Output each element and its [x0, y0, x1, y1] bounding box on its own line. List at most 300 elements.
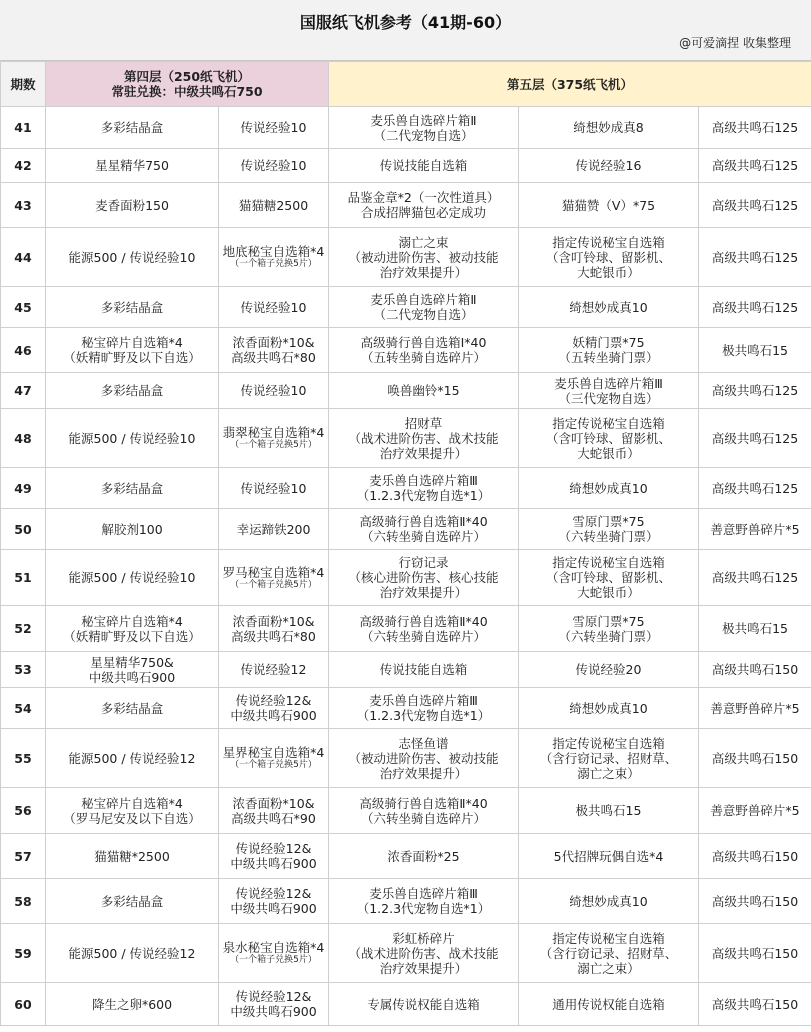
header-layer4 [46, 62, 329, 107]
period-cell: 52 [1, 606, 46, 652]
reward-line: 浓香面粉*10& [232, 795, 315, 811]
reward-line: 中级共鸣石900 [230, 901, 317, 916]
reward-cell [519, 287, 699, 328]
reward-line: 能源500 / 传说经验12 [68, 750, 196, 766]
reward-note: （一个箱子兑换5片） [230, 440, 317, 450]
reward-cell [519, 228, 699, 287]
reward-line: 多彩结晶盒 [100, 480, 164, 496]
reward-line: 猫猫赞（Ⅴ）*75 [561, 197, 656, 213]
reward-line: 溺亡之束） [577, 960, 640, 976]
reward-line: 能源500 / 传说经验10 [68, 430, 196, 446]
reward-cell [519, 550, 699, 606]
reward-line: 绮想妙成真10 [569, 480, 648, 496]
reward-line: （1.2.3代宠物自选*1） [356, 488, 491, 503]
reward-line: 妖精门票*75 [572, 335, 645, 350]
reward-cell [46, 879, 219, 924]
reward-cell [519, 373, 699, 409]
reward-line: 高级共鸣石125 [711, 299, 799, 315]
reward-cell [329, 688, 519, 729]
reward-line: 幸运蹄铁200 [236, 521, 311, 537]
table-row [1, 788, 811, 834]
reward-cell [219, 107, 329, 149]
reward-line: 麦乐兽自选碎片箱Ⅲ [554, 375, 663, 391]
table-row [1, 509, 811, 550]
reward-cell [219, 879, 329, 924]
reward-cell [219, 688, 329, 729]
period-cell: 55 [1, 729, 46, 788]
period-cell: 58 [1, 879, 46, 924]
reward-cell [46, 328, 219, 373]
reward-cell [699, 924, 811, 983]
reward-cell [46, 183, 219, 228]
period-cell: 46 [1, 328, 46, 373]
table-row [1, 228, 811, 287]
reward-line: （被动进阶伤害、被动技能 [348, 750, 499, 766]
reward-cell [329, 373, 519, 409]
reward-line: 高级骑行兽自选箱Ⅱ*40 [359, 795, 488, 811]
reward-line: 高级共鸣石125 [711, 383, 799, 398]
header-layer4-title: 第四层（250纸飞机） [123, 69, 251, 84]
table-row [1, 183, 811, 228]
reward-cell [219, 550, 329, 606]
reward-line: 传说经验10 [240, 120, 307, 135]
reward-line: 罗马秘宝自选箱*4 [222, 564, 325, 580]
reward-line: （六转坐骑自选碎片） [360, 628, 486, 644]
reward-line: （含行窃记录、招财草、 [539, 945, 678, 961]
reward-table [0, 61, 811, 1026]
reward-line: 能源500 / 传说经验10 [68, 249, 196, 265]
reward-line: 雪原门票*75 [572, 514, 645, 529]
reward-line: 招财草 [404, 415, 443, 431]
reward-cell [329, 983, 519, 1026]
header-layer4-exchange: 常驻兑换：中级共鸣石750 [111, 84, 263, 99]
reward-line: 高级共鸣石*80 [231, 628, 316, 644]
reward-cell [699, 509, 811, 550]
reward-line: 专属传说权能自选箱 [367, 996, 480, 1012]
reward-cell [519, 879, 699, 924]
reward-line: 治疗效果提升） [379, 765, 468, 781]
reward-cell [46, 509, 219, 550]
reward-line: 绮想妙成真10 [569, 893, 648, 909]
reward-line: 治疗效果提升） [379, 960, 468, 976]
reward-cell [46, 652, 219, 688]
reward-line: 传说经验10 [240, 383, 307, 398]
reward-cell [329, 149, 519, 183]
period-cell: 44 [1, 228, 46, 287]
reward-line: 麦乐兽自选碎片箱Ⅲ [369, 693, 478, 708]
reward-line: 高级共鸣石125 [711, 480, 799, 496]
reward-cell [219, 924, 329, 983]
reward-line: 传说经验12 [240, 662, 307, 677]
reward-line: 传说经验10 [240, 158, 307, 173]
reward-line: 大蛇银币） [577, 264, 640, 280]
reward-line: （被动进阶伤害、被动技能 [348, 249, 499, 265]
reward-cell [519, 729, 699, 788]
reward-cell [519, 107, 699, 149]
period-cell: 54 [1, 688, 46, 729]
header-row [1, 62, 811, 107]
reward-line: 猫猫糖2500 [238, 197, 309, 213]
reward-line: （含叮铃球、留影机、 [545, 249, 671, 265]
reward-line: （含行窃记录、招财草、 [539, 750, 678, 766]
period-cell: 49 [1, 468, 46, 509]
reward-cell [699, 228, 811, 287]
reward-cell [219, 328, 329, 373]
reward-cell [329, 652, 519, 688]
reward-cell [219, 834, 329, 879]
reward-cell [329, 509, 519, 550]
reward-line: 猫猫糖*2500 [94, 848, 170, 864]
reward-line: 高级共鸣石125 [711, 249, 799, 265]
table-row [1, 107, 811, 149]
reward-cell [219, 729, 329, 788]
reward-line: 高级共鸣石150 [711, 893, 799, 909]
reward-line: 秘宝碎片自选箱*4 [81, 795, 183, 811]
reward-line: 善意野兽碎片*5 [710, 700, 800, 716]
reward-cell [699, 328, 811, 373]
reward-line: 高级共鸣石125 [711, 430, 799, 446]
reward-cell [46, 287, 219, 328]
reward-cell [219, 788, 329, 834]
reward-cell [699, 149, 811, 183]
reward-line: 善意野兽碎片*5 [710, 803, 800, 818]
reward-line: 指定传说秘宝自选箱 [552, 415, 665, 431]
reward-line: 高级共鸣石150 [711, 662, 799, 677]
period-cell: 48 [1, 409, 46, 468]
reward-cell [699, 468, 811, 509]
reward-cell [519, 688, 699, 729]
reward-line: （战术进阶伤害、战术技能 [348, 430, 499, 446]
reward-line: （二代宠物自选） [373, 307, 474, 322]
reward-line: 溺亡之束） [577, 765, 640, 781]
reward-line: 地底秘宝自选箱*4 [222, 244, 325, 259]
table-row [1, 550, 811, 606]
reward-line: 传说经验12& [235, 886, 312, 901]
reward-cell [329, 729, 519, 788]
reward-line: 中级共鸣石900 [230, 856, 317, 871]
reward-line: （战术进阶伤害、战术技能 [348, 945, 499, 961]
reward-cell [46, 924, 219, 983]
reward-line: 高级共鸣石125 [711, 570, 799, 585]
reward-line: 翡翠秘宝自选箱*4 [222, 425, 325, 440]
reward-line: 5代招牌玩偶自选*4 [553, 848, 664, 864]
reward-line: （妖精旷野及以下自选） [63, 350, 201, 365]
reward-cell [519, 509, 699, 550]
reward-line: 高级共鸣石*90 [231, 810, 316, 826]
reward-note: （一个箱子兑换5片） [230, 579, 317, 590]
reward-line: 指定传说秘宝自选箱 [552, 555, 665, 570]
reward-cell [219, 373, 329, 409]
reward-line: 品鉴金章*2（一次性道具） [347, 190, 500, 205]
reward-line: 传说技能自选箱 [379, 158, 468, 173]
title-bar [0, 0, 811, 61]
period-cell: 60 [1, 983, 46, 1026]
reward-cell [699, 729, 811, 788]
reward-line: 高级共鸣石*80 [231, 350, 316, 365]
reward-line: 秘宝碎片自选箱*4 [81, 335, 183, 350]
reward-line: 通用传说权能自选箱 [552, 996, 665, 1012]
reward-line: 麦香面粉150 [95, 197, 169, 213]
table-row [1, 834, 811, 879]
reward-line: 多彩结晶盒 [100, 120, 164, 135]
reward-line: 高级骑行兽自选箱Ⅱ*40 [359, 514, 488, 529]
reward-line: 传说经验10 [240, 299, 307, 315]
reward-line: 高级共鸣石125 [711, 120, 799, 135]
reward-cell [219, 652, 329, 688]
reward-cell [219, 606, 329, 652]
reward-line: 传说经验12& [235, 989, 312, 1004]
reward-cell [519, 983, 699, 1026]
reward-line: （三代宠物自选） [558, 390, 659, 406]
reward-line: 行窃记录 [398, 555, 449, 570]
reward-line: 高级共鸣石125 [711, 158, 799, 173]
reward-cell [329, 228, 519, 287]
reward-cell [329, 328, 519, 373]
period-cell: 53 [1, 652, 46, 688]
table-row [1, 729, 811, 788]
reward-line: 麦乐兽自选碎片箱Ⅱ [370, 292, 477, 307]
reward-line: （五转坐骑自选碎片） [360, 350, 486, 365]
reward-line: 多彩结晶盒 [100, 893, 164, 909]
period-cell: 42 [1, 149, 46, 183]
reward-cell [699, 652, 811, 688]
reward-line: 高级共鸣石150 [711, 945, 799, 961]
reward-line: 指定传说秘宝自选箱 [552, 930, 665, 946]
reward-cell [46, 409, 219, 468]
reward-cell [519, 409, 699, 468]
reward-cell [699, 834, 811, 879]
reward-cell [46, 788, 219, 834]
reward-cell [219, 509, 329, 550]
credit-text: @可爱滴捏 收集整理 [679, 36, 791, 50]
reward-cell [219, 468, 329, 509]
reward-cell [519, 328, 699, 373]
reward-note: （一个箱子兑换5片） [230, 760, 317, 770]
reward-cell [46, 149, 219, 183]
reward-cell [329, 107, 519, 149]
reward-note: （一个箱子兑换5片） [230, 955, 317, 965]
table-row [1, 287, 811, 328]
reward-line: 高级骑行兽自选箱Ⅰ*40 [360, 335, 487, 350]
reward-line: 浓香面粉*10& [232, 335, 315, 350]
reward-line: （妖精旷野及以下自选） [63, 628, 201, 644]
reward-line: 能源500 / 传说经验10 [68, 570, 196, 585]
reward-cell [46, 107, 219, 149]
reward-line: 高级共鸣石150 [711, 750, 799, 766]
period-cell: 51 [1, 550, 46, 606]
reward-line: （含叮铃球、留影机、 [545, 570, 671, 585]
reward-line: 治疗效果提升） [379, 264, 468, 280]
reward-cell [46, 606, 219, 652]
reward-line: （罗马尼安及以下自选） [63, 810, 201, 826]
reward-line: 大蛇银币） [577, 585, 640, 600]
reward-line: （六转坐骑自选碎片） [360, 529, 486, 544]
reward-line: 传说经验12& [235, 693, 312, 708]
reward-line: 指定传说秘宝自选箱 [552, 234, 665, 250]
reward-line: 秘宝碎片自选箱*4 [81, 613, 183, 629]
reward-line: 传说经验12& [235, 841, 312, 856]
table-row [1, 606, 811, 652]
reward-line: 溺亡之束 [398, 234, 449, 250]
reward-cell [329, 879, 519, 924]
reward-line: 高级共鸣石125 [711, 197, 799, 213]
reward-cell [699, 550, 811, 606]
reward-line: 能源500 / 传说经验12 [68, 945, 196, 961]
reward-line: 绮想妙成真10 [569, 299, 648, 315]
reward-line: 传说经验10 [240, 480, 307, 496]
reward-note: （一个箱子兑换5片） [230, 259, 317, 269]
reward-cell [46, 550, 219, 606]
table-row [1, 879, 811, 924]
table-row [1, 983, 811, 1026]
reward-line: 星星精华750& [90, 654, 174, 670]
reward-cell [329, 550, 519, 606]
reward-line: 泉水秘宝自选箱*4 [222, 940, 325, 955]
period-cell: 50 [1, 509, 46, 550]
period-cell: 43 [1, 183, 46, 228]
reward-line: 彩虹桥碎片 [392, 930, 455, 946]
reward-cell [519, 924, 699, 983]
reward-cell [46, 373, 219, 409]
reward-line: 极共鸣石15 [722, 342, 788, 358]
reward-cell [46, 729, 219, 788]
reward-line: （六转坐骑自选碎片） [360, 810, 486, 826]
reward-cell [699, 879, 811, 924]
reward-cell [219, 409, 329, 468]
reward-cell [46, 688, 219, 729]
reward-line: 高级骑行兽自选箱Ⅱ*40 [359, 613, 488, 629]
reward-cell [46, 834, 219, 879]
reward-cell [699, 287, 811, 328]
reward-line: （五转坐骑门票） [558, 350, 659, 365]
reward-cell [699, 606, 811, 652]
reward-line: 志怪鱼谱 [398, 735, 449, 751]
period-cell: 47 [1, 373, 46, 409]
reward-line: 极共鸣石15 [575, 803, 642, 818]
reward-line: 浓香面粉*10& [232, 613, 315, 629]
header-period: 期数 [1, 62, 46, 107]
reward-line: 指定传说秘宝自选箱 [552, 735, 665, 751]
reward-line: （六转坐骑门票） [558, 529, 659, 544]
reward-line: 高级共鸣石150 [711, 848, 799, 864]
reward-cell [329, 834, 519, 879]
page-title: 国服纸飞机参考（41期-60） [299, 13, 512, 32]
reward-cell [519, 652, 699, 688]
reward-cell [329, 287, 519, 328]
reward-cell [329, 606, 519, 652]
reward-cell [519, 468, 699, 509]
reward-cell [329, 409, 519, 468]
reward-line: 极共鸣石15 [722, 621, 788, 636]
reward-line: 绮想妙成真10 [569, 700, 648, 716]
reward-cell [699, 373, 811, 409]
reward-line: 多彩结晶盒 [100, 383, 164, 398]
reward-cell [46, 983, 219, 1026]
reward-line: （六转坐骑门票） [558, 628, 659, 644]
reward-cell [329, 788, 519, 834]
table-row [1, 652, 811, 688]
reward-line: 麦乐兽自选碎片箱Ⅲ [369, 886, 478, 901]
reward-line: （1.2.3代宠物自选*1） [356, 708, 491, 723]
reward-cell [46, 468, 219, 509]
table-row [1, 149, 811, 183]
reward-cell [699, 183, 811, 228]
reward-cell [699, 788, 811, 834]
table-row [1, 409, 811, 468]
reward-line: 星界秘宝自选箱*4 [222, 745, 325, 760]
reward-line: 多彩结晶盒 [100, 700, 164, 716]
reward-line: （二代宠物自选） [373, 127, 474, 143]
reward-line: 浓香面粉*25 [387, 848, 460, 864]
table-row [1, 468, 811, 509]
reward-line: （1.2.3代宠物自选*1） [356, 901, 491, 916]
period-cell: 57 [1, 834, 46, 879]
reward-line: 合成招牌猫包必定成功 [360, 205, 486, 220]
reward-cell [519, 834, 699, 879]
reward-line: 治疗效果提升） [379, 445, 468, 461]
period-cell: 45 [1, 287, 46, 328]
reward-line: （含叮铃球、留影机、 [545, 430, 671, 446]
reward-line: 大蛇银币） [577, 445, 640, 461]
reward-cell [219, 183, 329, 228]
reward-line: 中级共鸣石900 [88, 669, 176, 685]
reward-line: 传说经验16 [575, 158, 642, 173]
reward-cell [219, 983, 329, 1026]
table-row [1, 373, 811, 409]
reward-line: 麦乐兽自选碎片箱Ⅲ [369, 473, 478, 488]
period-cell: 59 [1, 924, 46, 983]
reward-cell [519, 149, 699, 183]
reward-cell [219, 228, 329, 287]
reward-line: 高级共鸣石150 [711, 996, 799, 1012]
reward-line: 雪原门票*75 [572, 613, 645, 629]
reward-line: 传说技能自选箱 [379, 662, 468, 677]
reward-line: 善意野兽碎片*5 [710, 521, 800, 537]
reward-line: 中级共鸣石900 [230, 1004, 317, 1019]
reward-line: 唤兽幽铃*15 [387, 383, 460, 398]
table-row [1, 924, 811, 983]
reward-cell [699, 983, 811, 1026]
table-body [1, 107, 811, 1026]
reward-line: （核心进阶伤害、核心技能 [348, 570, 499, 585]
reward-line: 解胶剂100 [101, 521, 163, 537]
period-cell: 41 [1, 107, 46, 149]
table-row [1, 688, 811, 729]
reward-cell [519, 606, 699, 652]
reward-cell [46, 228, 219, 287]
reward-line: 多彩结晶盒 [100, 299, 164, 315]
reward-cell [329, 183, 519, 228]
reward-cell [699, 107, 811, 149]
reward-cell [699, 688, 811, 729]
table-row [1, 328, 811, 373]
reward-cell [519, 788, 699, 834]
reward-line: 星星精华750 [95, 158, 169, 173]
reward-cell [329, 468, 519, 509]
reward-line: 降生之卵*600 [91, 996, 173, 1012]
reward-cell [219, 149, 329, 183]
reward-line: 麦乐兽自选碎片箱Ⅱ [370, 112, 477, 128]
reward-line: 绮想妙成真8 [573, 120, 644, 135]
period-cell: 56 [1, 788, 46, 834]
reward-cell [519, 183, 699, 228]
header-layer5: 第五层（375纸飞机） [329, 62, 811, 107]
reward-line: 传说经验20 [575, 662, 642, 677]
reward-line: 治疗效果提升） [379, 585, 468, 600]
reward-cell [699, 409, 811, 468]
reward-line: 中级共鸣石900 [230, 708, 317, 723]
reward-cell [219, 287, 329, 328]
